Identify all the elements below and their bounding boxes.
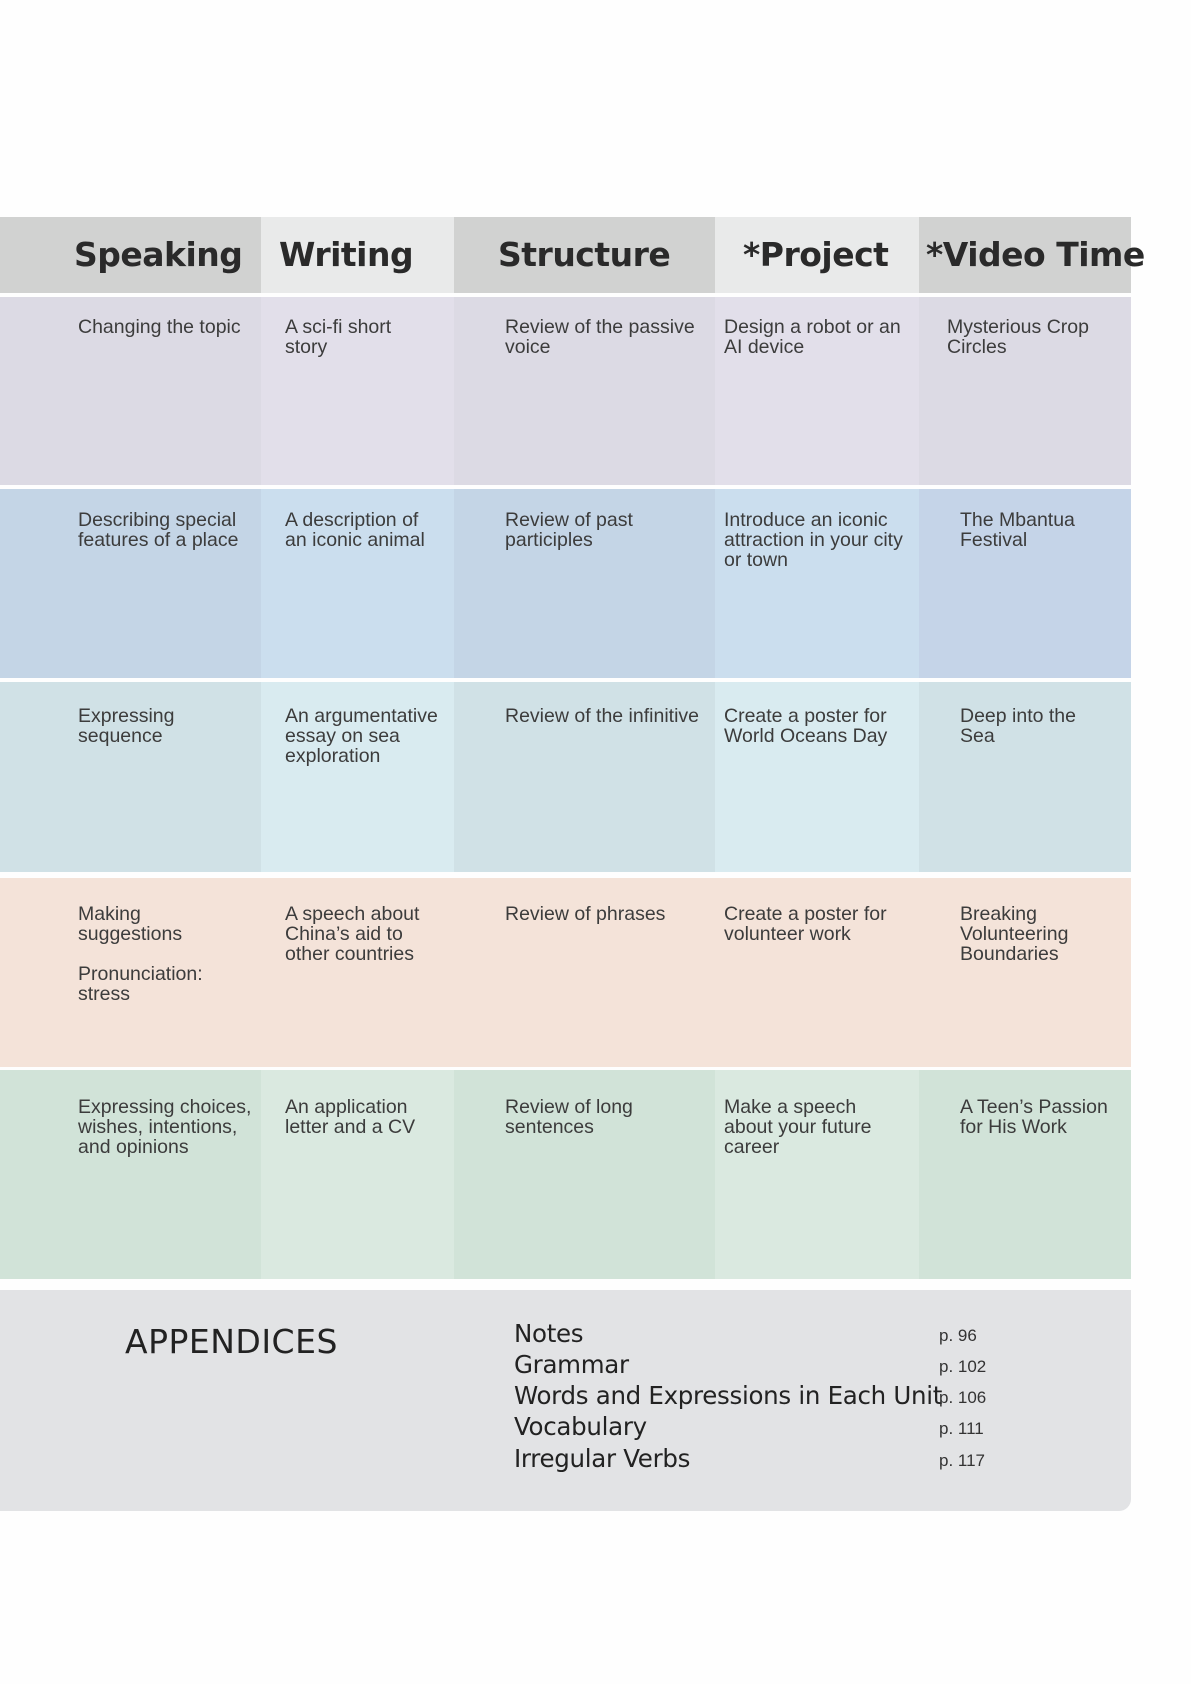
appendix-page-words: p. 106 <box>939 1388 987 1407</box>
table-row <box>0 682 1131 872</box>
appendix-page-grammar: p. 102 <box>939 1357 987 1376</box>
cell-text-speaking: Expressing choices, wishes, intentions, and opinions <box>78 1096 252 1158</box>
cell-text-project: Introduce an iconic attraction in your city or town <box>724 509 903 571</box>
table-row <box>0 878 1131 1067</box>
cell-text-video-time: Mysterious Crop Circles <box>947 316 1089 358</box>
cell-text-writing: A sci-fi short story <box>285 316 392 358</box>
appendix-page-vocabulary: p. 111 <box>939 1419 984 1438</box>
table-row <box>0 489 1131 678</box>
cell-text-speaking: Describing special features of a place <box>78 509 239 551</box>
cell-text-speaking: Changing the topic <box>78 316 241 338</box>
table-row <box>0 297 1131 485</box>
header-project: *Project <box>743 235 889 274</box>
cell-text-writing: An application letter and a CV <box>285 1096 416 1138</box>
appendix-item-notes: Notes <box>514 1319 584 1348</box>
appendices-panel <box>0 1290 1131 1511</box>
cell-text-project: Create a poster for World Oceans Day <box>724 705 888 747</box>
header-video-time: *Video Time <box>926 235 1145 274</box>
cell-text-video-time: The Mbantua Festival <box>960 509 1075 551</box>
header-writing: Writing <box>279 235 414 274</box>
header-speaking: Speaking <box>74 235 243 274</box>
cell-text-writing: A speech about China’s aid to other countries <box>285 903 420 965</box>
cell-text-writing: A description of an iconic animal <box>285 509 425 551</box>
cell-text-project: Create a poster for volunteer work <box>724 903 887 945</box>
appendices-title: APPENDICES <box>125 1322 338 1361</box>
cell-text-writing: An argumentative essay on sea exploration <box>285 705 438 767</box>
appendix-page-irregular-verbs: p. 117 <box>939 1451 986 1470</box>
table-row <box>0 1070 1131 1279</box>
cell-text-video-time: Deep into the Sea <box>960 705 1077 747</box>
cell-text-structure: Review of long sentences <box>505 1096 633 1138</box>
contents-table <box>0 217 1145 1158</box>
appendix-item-words: Words and Expressions in Each Unit <box>514 1381 943 1410</box>
cell-text-project: Make a speech about your future career <box>724 1096 872 1158</box>
cell-text-structure: Review of the infinitive <box>505 705 700 727</box>
cell-text-speaking: Making suggestions Pronunciation: stress <box>78 903 203 1005</box>
appendix-item-vocabulary: Vocabulary <box>514 1412 647 1441</box>
header-row <box>0 217 1145 293</box>
appendix-item-grammar: Grammar <box>514 1350 629 1379</box>
cell-text-project: Design a robot or an AI device <box>724 316 901 358</box>
cell-text-speaking: Expressing sequence <box>78 705 175 747</box>
appendix-page-notes: p. 96 <box>939 1326 977 1345</box>
cell-text-structure: Review of past participles <box>505 509 633 551</box>
cell-text-structure: Review of phrases <box>505 903 666 925</box>
header-structure: Structure <box>498 235 671 274</box>
appendix-item-irregular-verbs: Irregular Verbs <box>514 1444 691 1473</box>
cell-text-video-time: Breaking Volunteering Boundaries <box>960 903 1069 965</box>
cell-text-structure: Review of the passive voice <box>505 316 695 358</box>
cell-text-video-time: A Teen’s Passion for His Work <box>960 1096 1108 1138</box>
